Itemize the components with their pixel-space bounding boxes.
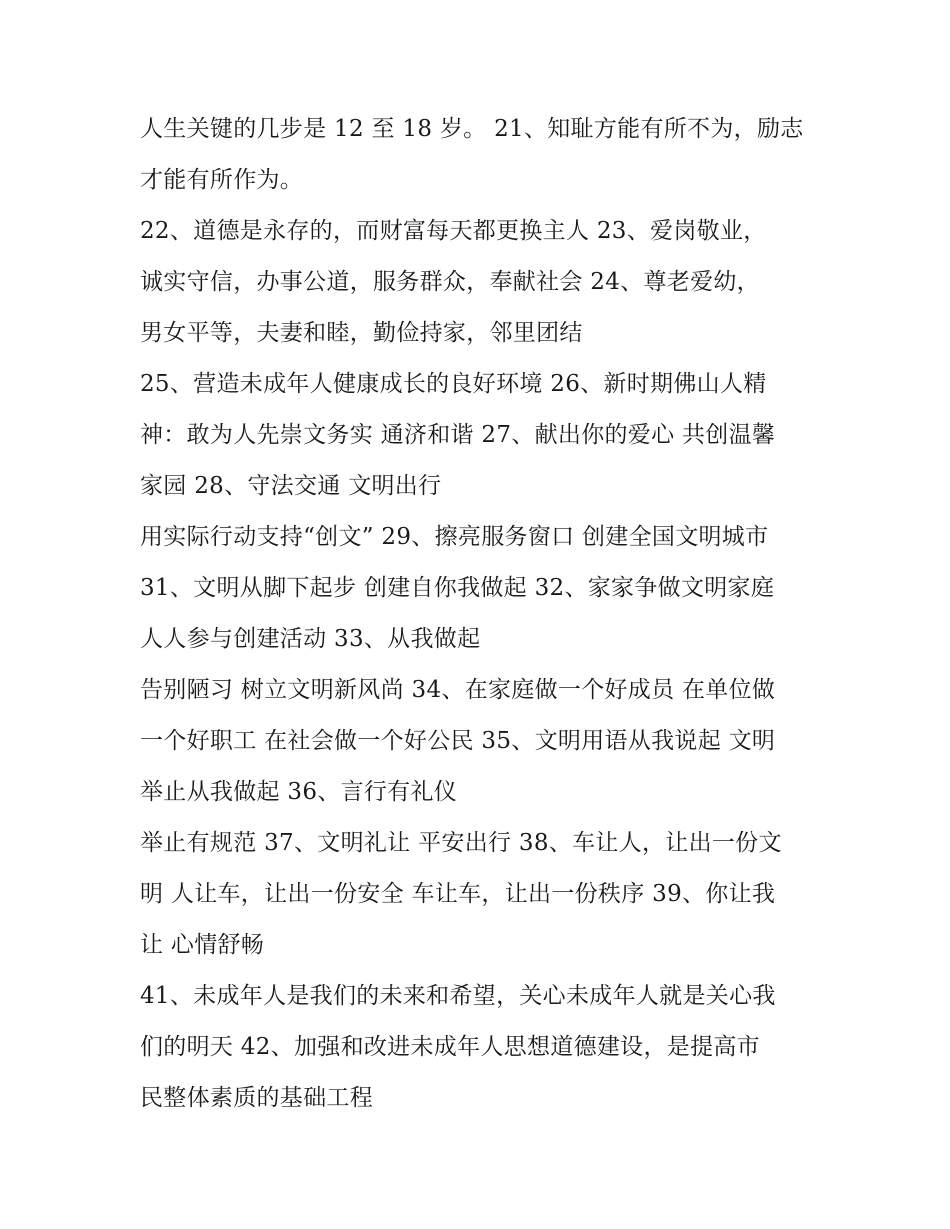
text-line: 诚实守信，办事公道，服务群众，奉献社会 24、尊老爱幼， (140, 269, 760, 295)
document-body (140, 104, 820, 1124)
text-line: 男女平等，夫妻和睦，勤俭持家，邻里团结 (140, 320, 583, 346)
text-line: 们的明天 42、加强和改进未成年人思想道德建设，是提高市 (140, 1034, 760, 1060)
text-line: 用实际行动支持“创文” 29、擦亮服务窗口 创建全国文明城市 (140, 524, 769, 550)
text-line: 举止有规范 37、文明礼让 平安出行 38、车让人，让出一份文 (140, 830, 782, 856)
text-line: 人人参与创建活动 33、从我做起 (140, 626, 481, 652)
text-line: 家园 28、守法交通 文明出行 (140, 473, 442, 499)
text-line: 22、道德是永存的，而财富每天都更换主人 23、爱岗敬业， (140, 218, 767, 244)
text-line: 神：敢为人先崇文务实 通济和谐 27、献出你的爱心 共创温馨 (140, 422, 776, 448)
text-line: 明 人让车，让出一份安全 车让车，让出一份秩序 39、你让我 (140, 881, 776, 907)
text-line: 人生关键的几步是 12 至 18 岁。 21、知耻方能有所不为，励志 (140, 116, 804, 142)
text-line: 才能有所作为。 (140, 167, 304, 193)
text-line: 一个好职工 在社会做一个好公民 35、文明用语从我说起 文明 (140, 728, 776, 754)
text-line: 41、未成年人是我们的未来和希望，关心未成年人就是关心我 (140, 983, 776, 1009)
text-line: 25、营造未成年人健康成长的良好环境 26、新时期佛山人精 (140, 371, 767, 397)
text-line: 31、文明从脚下起步 创建自你我做起 32、家家争做文明家庭 (140, 575, 775, 601)
text-line: 告别陋习 树立文明新风尚 34、在家庭做一个好成员 在单位做 (140, 677, 776, 703)
text-line: 举止从我做起 36、言行有礼仪 (140, 779, 458, 805)
text-line: 民整体素质的基础工程 (140, 1085, 373, 1111)
text-line: 让 心情舒畅 (140, 932, 265, 958)
